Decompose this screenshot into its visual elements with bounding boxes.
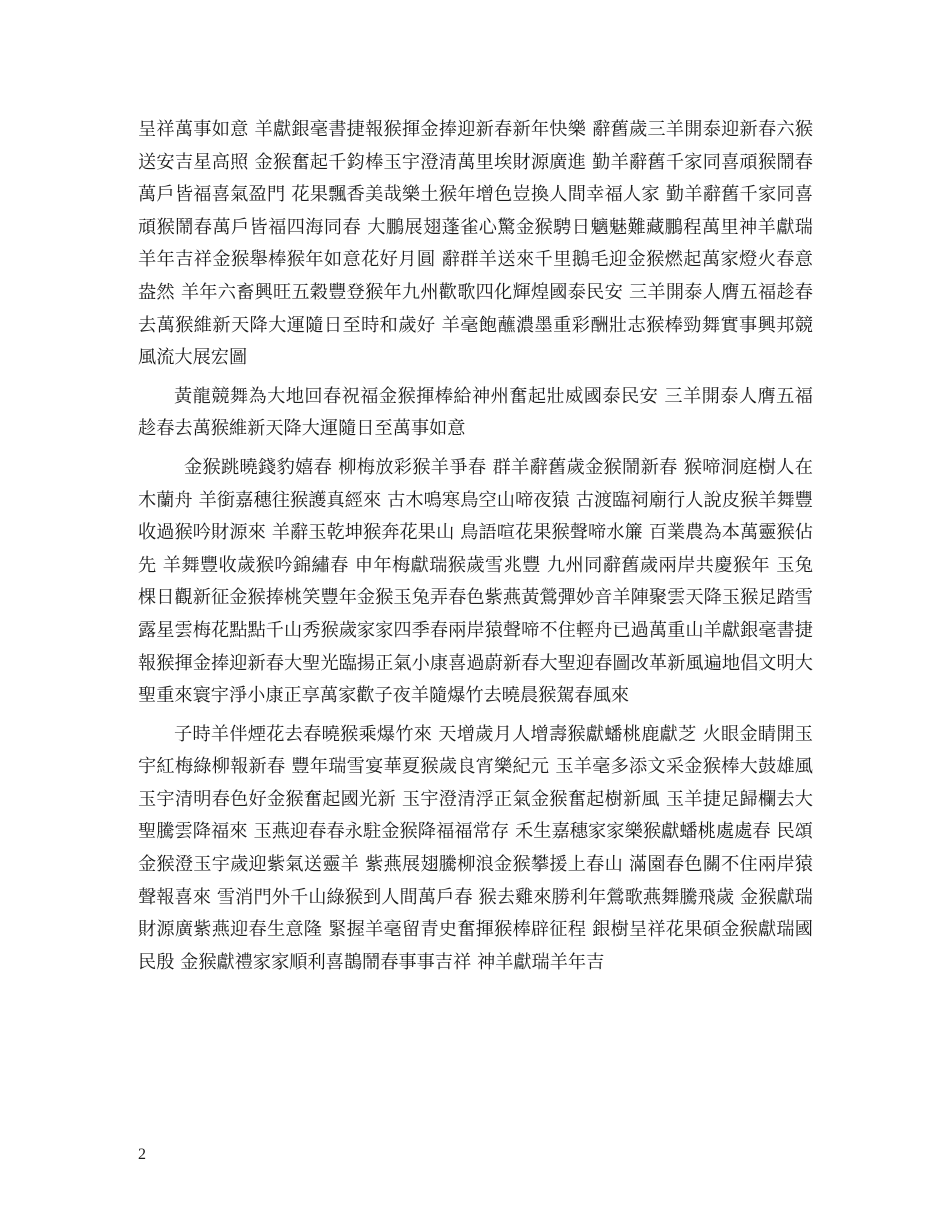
- page-number: 2: [138, 1146, 146, 1163]
- paragraph-3: 金猴跳曉錢豹嬉春 柳梅放彩猴羊爭春 群羊辭舊歲金猴鬧新春 猴啼洞庭樹人在木蘭舟 羊銜嘉穗往猴護真經來 古木鳴寒鳥空山啼夜猿 古渡臨祠廟行人說皮猴羊舞豐收過猴吟財源來 羊辭玉乾坤猴奔花果山 鳥語喧花果猴聲啼水簾 百業農為本萬靈猴佔先 羊舞豐收歲猴吟錦繡春 申年梅獻瑞猴歲雪兆豐 九州同辭舊歲兩岸共慶猴年 玉兔棵日觀新征金猴捧桃笑豐年金猴玉兔弄春色紫燕黃鶯彈妙音羊陣聚雲天降玉猴足踏雪露星雲梅花點點千山秀猴歲家家四季春兩岸猿聲啼不住輕舟已過萬重山羊獻銀毫書捷報猴揮金捧迎新春大聖光臨揚正氣小康喜過蔚新春大聖迎春圖改革新風遍地倡文明大聖重來寰宇淨小康正享萬家歡子夜羊隨爆竹去曉晨猴駕春風來: [138, 456, 813, 707]
- paragraph-2: 黃龍競舞為大地回春祝福金猴揮棒給神州奮起壯威國泰民安 三羊開泰人膺五福趁春去萬猴維新天降大運隨日至萬事如意: [138, 385, 813, 440]
- document-body: [138, 114, 813, 985]
- paragraph-4: 子時羊伴煙花去春曉猴乘爆竹來 天增歲月人增壽猴獻蟠桃鹿獻芝 火眼金睛開玉宇紅梅綠柳報新春 豐年瑞雪宴華夏猴歲良宵樂紀元 玉羊毫多添文采金猴棒大鼓雄風 玉宇清明春色好金猴奮起國光新 玉宇澄清浮正氣金猴奮起樹新風 玉羊捷足歸欄去大聖騰雲降福來 玉燕迎春春永駐金猴降福福常存 禾生嘉穗家家樂猴獻蟠桃處處春 民頌金猴澄玉宇歲迎紫氣送靈羊 紫燕展翅騰柳浪金猴攀援上春山 滿園春色關不住兩岸猿聲報喜來 雪消門外千山綠猴到人間萬戶春 猴去雞來勝利年鶯歌燕舞騰飛歲 金猴獻瑞財源廣紫燕迎春生意隆 緊握羊毫留青史奮揮猴棒辟征程 銀樹呈祥花果碩金猴獻瑞國民殷 金猴獻禮家家順利喜鵲鬧春事事吉祥 神羊獻瑞羊年吉: [138, 723, 813, 973]
- paragraph-1: 呈祥萬事如意 羊獻銀毫書捷報猴揮金捧迎新春新年快樂 辭舊歲三羊開泰迎新春六猴送安吉星高照 金猴奮起千鈞棒玉宇澄清萬里埃財源廣進 勤羊辭舊千家同喜頑猴鬧春萬戶皆福喜氣盈門 花果飄香美哉樂土猴年增色豈換人間幸福人家 勤羊辭舊千家同喜頑猴鬧春萬戶皆福四海同春 大鵬展翅蓬雀心驚金猴騁日魑魅難藏鵬程萬里神羊獻瑞羊年吉祥金猴舉棒猴年如意花好月圓 辭群羊送來千里鵝毛迎金猴燃起萬家燈火春意盎然 羊年六畜興旺五穀豐登猴年九州歡歌四化輝煌國泰民安 三羊開泰人膺五福趁春去萬猴維新天降大運隨日至時和歲好 羊毫飽蘸濃墨重彩酬壯志猴棒勁舞實事興邦競風流大展宏圖: [138, 119, 813, 369]
